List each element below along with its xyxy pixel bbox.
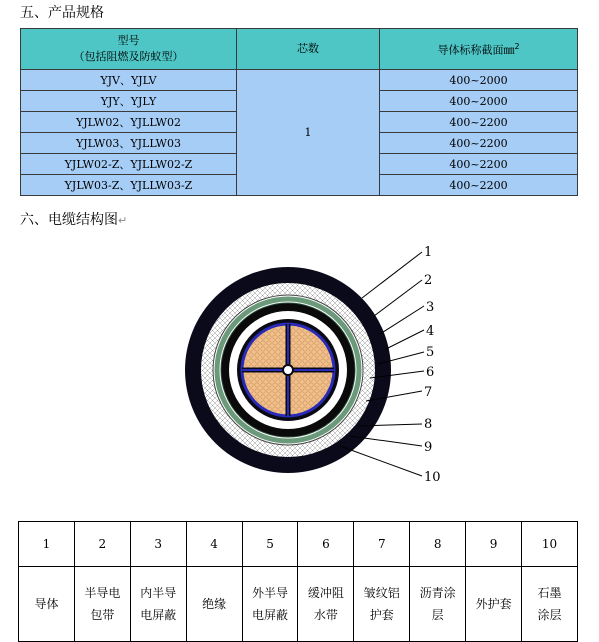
part-name-line: 外半导 [252, 586, 289, 600]
header-section [380, 29, 578, 70]
part-number: 5 [242, 522, 298, 567]
header-model-line1: 型号 [117, 34, 140, 47]
model-cell: YJLW03-Z、YJLLW03-Z [21, 175, 237, 196]
part-name-line: 半导电 [84, 586, 121, 600]
table-row [21, 70, 578, 91]
cable-layers [185, 267, 391, 473]
section-title-text: 六、电缆结构图 [20, 212, 118, 228]
diagram-label: 7 [424, 385, 433, 400]
part-name-line: 水带 [313, 608, 338, 622]
parts-table [18, 521, 578, 642]
leader-line [374, 280, 422, 316]
section-title-cable-structure [20, 209, 127, 229]
part-name-line: 电屏蔽 [140, 608, 177, 622]
part-name-line: 石墨 [537, 586, 562, 600]
leader-line [340, 446, 422, 476]
part-name-line: 缓冲阻 [307, 586, 344, 600]
diagram-label: 5 [426, 345, 435, 360]
parts-name-row [19, 567, 578, 642]
part-name [19, 567, 75, 642]
diagram-label: 4 [426, 324, 435, 339]
part-name-line: 内半导 [140, 586, 177, 600]
model-cell: YJLW03、YJLLW03 [21, 133, 237, 154]
part-name-line: 沥青涂 [419, 586, 456, 600]
diagram-label: 3 [426, 300, 435, 315]
header-section-sup: 2 [514, 42, 520, 52]
part-number: 4 [186, 522, 242, 567]
model-cell: YJLW02-Z、YJLLW02-Z [21, 154, 237, 175]
leader-line [384, 330, 424, 350]
part-number: 9 [466, 522, 522, 567]
part-name-line: 电屏蔽 [252, 608, 289, 622]
leader-line [380, 306, 424, 334]
part-name-line: 外护套 [475, 597, 512, 611]
model-cell: YJY、YJLY [21, 91, 237, 112]
diagram-label: 2 [424, 273, 433, 288]
part-number: 8 [410, 522, 466, 567]
part-name [410, 567, 466, 642]
header-cores: 芯数 [237, 29, 380, 70]
conductor-center [283, 365, 293, 375]
range-cell: 400~2000 [380, 91, 578, 112]
section-title-product-spec: 五、产品规格 [20, 5, 104, 21]
part-name-line: 层 [431, 608, 444, 622]
part-name [466, 567, 522, 642]
part-name [298, 567, 354, 642]
part-number: 6 [298, 522, 354, 567]
range-cell: 400~2000 [380, 70, 578, 91]
header-model-line2: （包括阻燃及防蚁型） [73, 50, 184, 63]
part-number: 3 [130, 522, 186, 567]
diagram-label: 1 [424, 245, 433, 260]
part-name-line: 导体 [34, 597, 59, 611]
diagram-label: 10 [424, 470, 441, 485]
part-name-line: 护套 [369, 608, 394, 622]
spec-table-header [21, 29, 578, 70]
part-name [130, 567, 186, 642]
model-cell: YJV、YJLV [21, 70, 237, 91]
header-section-label: 导体标称截面㎜ [437, 43, 515, 57]
part-number: 7 [354, 522, 410, 567]
part-name-line: 包带 [90, 608, 115, 622]
range-cell: 400~2200 [380, 112, 578, 133]
spec-table [20, 28, 578, 196]
parts-number-row [19, 522, 578, 567]
diagram-label: 8 [424, 417, 433, 432]
part-name [242, 567, 298, 642]
part-name [522, 567, 578, 642]
part-name-line: 皱纹铝 [363, 586, 400, 600]
return-mark: ↵ [118, 214, 128, 227]
part-number: 2 [74, 522, 130, 567]
part-name [74, 567, 130, 642]
part-name-line: 涂层 [537, 608, 562, 622]
part-name [354, 567, 410, 642]
part-number: 10 [522, 522, 578, 567]
part-name-line: 绝缘 [202, 597, 227, 611]
cable-cross-section-diagram [170, 238, 470, 500]
header-model [21, 29, 237, 70]
range-cell: 400~2200 [380, 133, 578, 154]
leader-line [362, 252, 422, 298]
part-name [186, 567, 242, 642]
core-count-cell: 1 [237, 70, 380, 196]
diagram-label: 9 [424, 440, 433, 455]
diagram-label: 6 [426, 365, 435, 380]
part-number: 1 [19, 522, 75, 567]
range-cell: 400~2200 [380, 154, 578, 175]
diagram-labels [424, 245, 441, 485]
range-cell: 400~2200 [380, 175, 578, 196]
model-cell: YJLW02、YJLLW02 [21, 112, 237, 133]
